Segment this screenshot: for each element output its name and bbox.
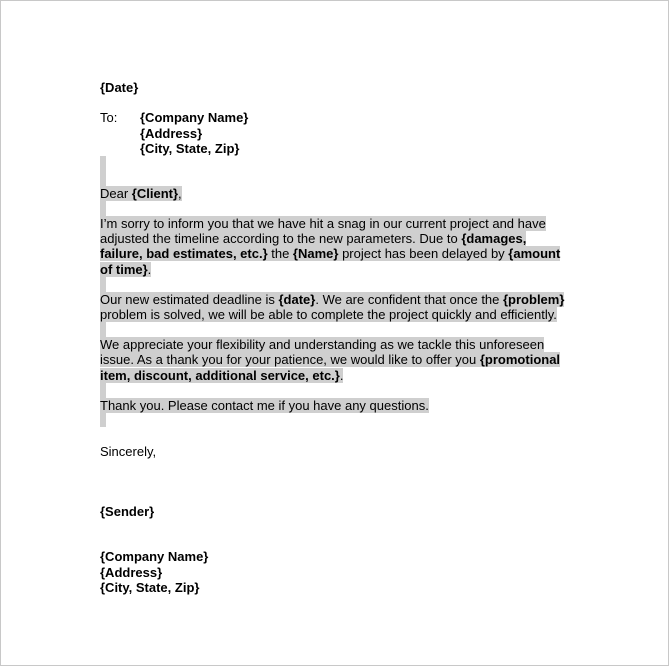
selection-bar: [100, 156, 106, 186]
to-label: To:: [100, 110, 118, 125]
recipient-city: {City, State, Zip}: [140, 141, 240, 156]
greeting: Dear {Client},: [100, 186, 182, 201]
paragraph-3-line-1: We appreciate your flexibility and understanding as we tackle this unforeseen: [100, 337, 545, 352]
sender-address: {Address}: [100, 565, 163, 580]
selection-bar: [100, 413, 106, 427]
paragraph-3-line-3: item, discount, additional service, etc.}.: [100, 368, 344, 383]
paragraph-3-line-2: issue. As a thank you for your patience, we would like to offer you {promotional: [100, 352, 561, 367]
recipient-company: {Company Name}: [140, 110, 249, 125]
paragraph-4: Thank you. Please contact me if you have any questions.: [100, 398, 429, 413]
selection-bar: [100, 277, 106, 292]
paragraph-1-line-4: of time}.: [100, 262, 152, 277]
closing: Sincerely,: [100, 444, 157, 459]
selection-bar: [100, 201, 106, 216]
date-field: {Date}: [100, 80, 139, 95]
selection-bar: [100, 383, 106, 398]
paragraph-1-line-1: I’m sorry to inform you that we have hit a snag in our current project and have: [100, 216, 546, 231]
paragraph-1-line-3: failure, bad estimates, etc.} the {Name} project has been delayed by {amount: [100, 246, 561, 261]
paragraph-2-line-1: Our new estimated deadline is {date}. We are confident that once the {problem}: [100, 292, 565, 307]
sender-name: {Sender}: [100, 504, 155, 519]
paragraph-2-line-2: problem is solved, we will be able to complete the project quickly and efficiently.: [100, 307, 557, 322]
sender-company: {Company Name}: [100, 549, 209, 564]
paragraph-1-line-2: adjusted the timeline according to the new parameters. Due to {damages,: [100, 231, 527, 246]
selection-bar: [100, 322, 106, 337]
sender-city: {City, State, Zip}: [100, 580, 200, 595]
recipient-address: {Address}: [140, 126, 203, 141]
